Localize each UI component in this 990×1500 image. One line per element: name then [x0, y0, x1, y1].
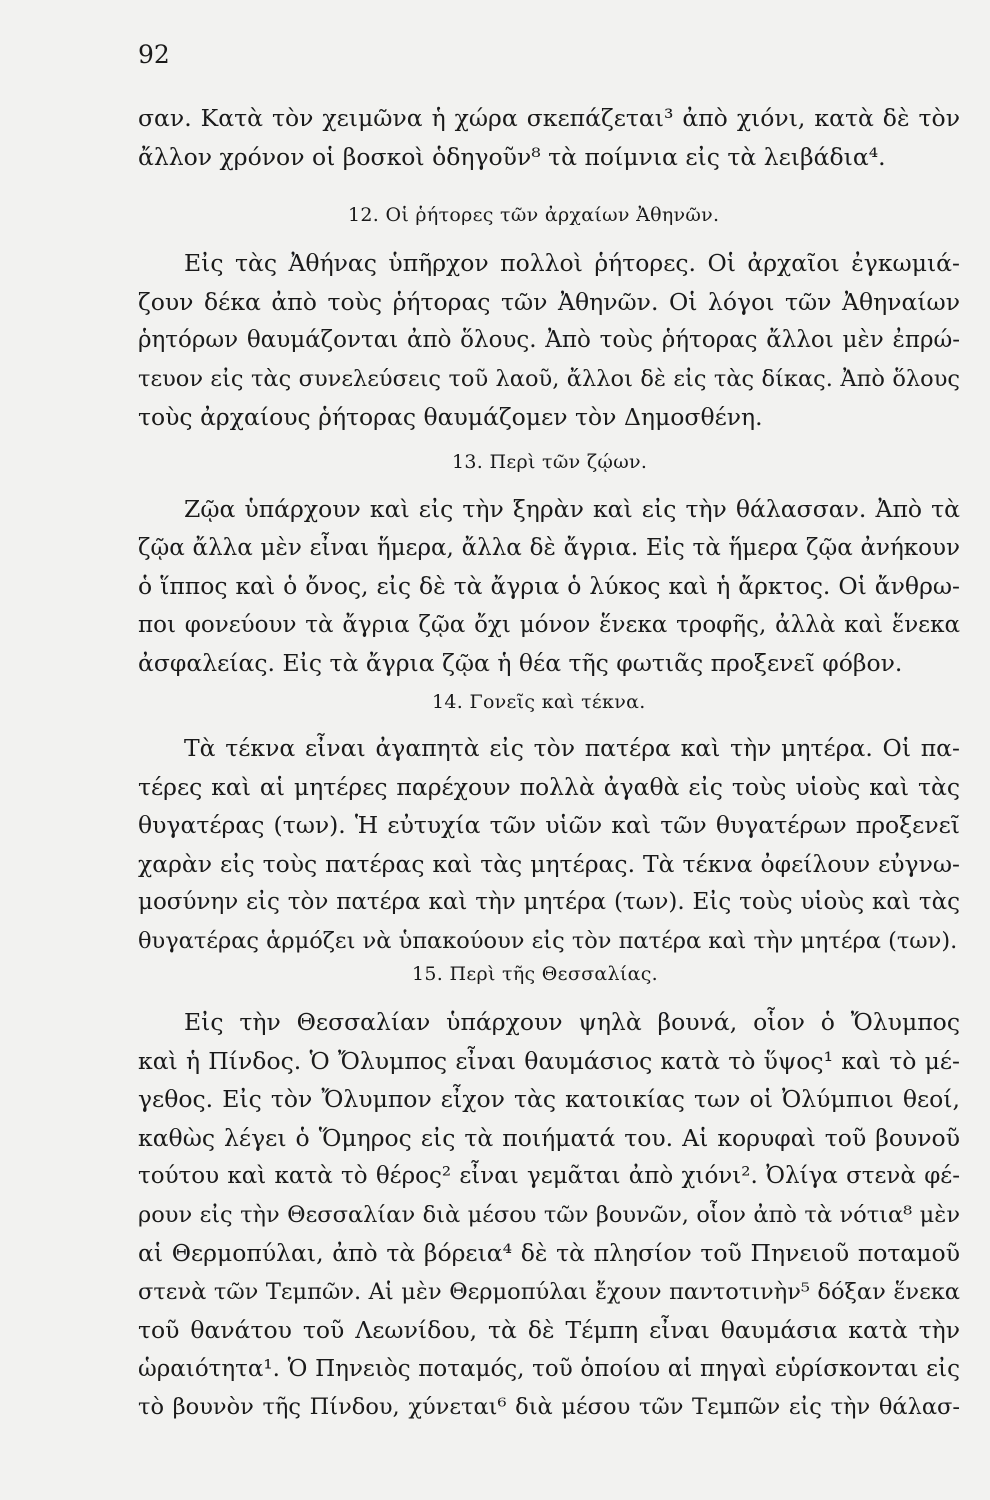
- section-15-heading: 15. Περὶ τῆς Θεσσαλίας.: [412, 963, 658, 985]
- text-line: θυγατέρας ἁρμόζει νὰ ὑπακούουν εἰς τὸν πατέρα καὶ τὴν μητέρα (των).: [138, 927, 958, 954]
- text-line: καὶ ἡ Πίνδος. Ὁ Ὄλυμπος εἶναι θαυμάσιος κατὰ τὸ ὕψος¹ καὶ τὸ μέ-: [138, 1046, 960, 1075]
- text-line: τοῦ θανάτου τοῦ Λεωνίδου, τὰ δὲ Τέμπη εἶναι θαυμάσια κατὰ τὴν: [138, 1316, 960, 1344]
- text-line: ποι φονεύουν τὰ ἄγρια ζῷα ὄχι μόνον ἕνεκα τροφῆς, ἀλλὰ καὶ ἕνεκα: [138, 611, 960, 638]
- text-line: θυγατέρας (των). Ἡ εὐτυχία τῶν υἱῶν καὶ τῶν θυγατέρων προξενεῖ: [138, 811, 960, 839]
- text-line: ζῷα ἄλλα μὲν εἶναι ἥμερα, ἄλλα δὲ ἄγρια. Εἰς τὰ ἥμερα ζῷα ἀνήκουν: [138, 534, 960, 561]
- text-line: μοσύνην εἰς τὸν πατέρα καὶ τὴν μητέρα (των). Εἰς τοὺς υἱοὺς καὶ τὰς: [138, 889, 960, 915]
- text-line: τέρες καὶ αἱ μητέρες παρέχουν πολλὰ ἀγαθὰ εἰς τοὺς υἱοὺς καὶ τὰς: [138, 772, 960, 801]
- text-line: Εἰς τὰς Ἀθήνας ὑπῆρχον πολλοὶ ῥήτορες. Οἱ ἀρχαῖοι ἐγκωμιά-: [184, 249, 960, 277]
- text-line: ῥητόρων θαυμάζονται ἀπὸ ὅλους. Ἀπὸ τοὺς ῥήτορας ἄλλοι μὲν ἐπρώ-: [138, 327, 960, 353]
- text-line: τευον εἰς τὰς συνελεύσεις τοῦ λαοῦ, ἄλλοι δὲ εἰς τὰς δίκας. Ἀπὸ ὅλους: [138, 365, 960, 392]
- section-14-heading: 14. Γονεῖς καὶ τέκνα.: [432, 691, 646, 713]
- text-line: τοὺς ἀρχαίους ῥήτορας θαυμάζομεν τὸν Δημοσθένη.: [138, 403, 763, 431]
- section-14-paragraph: [138, 729, 960, 960]
- page-number: 92: [138, 40, 170, 69]
- intro-paragraph: [138, 99, 960, 176]
- text-line: ρουν εἰς τὴν Θεσσαλίαν διὰ μέσου τῶν βουνῶν, οἷον ἀπὸ τὰ νότια⁸ μὲν: [138, 1201, 960, 1228]
- text-line: τούτου καὶ κατὰ τὸ θέρος² εἶναι γεμᾶται ἀπὸ χιόνι². Ὀλίγα στενὰ φέ-: [138, 1163, 960, 1189]
- text-line: σαν. Κατὰ τὸν χειμῶνα ἡ χώρα σκεπάζεται³ ἀπὸ χιόνι, κατὰ δὲ τὸν: [138, 104, 960, 132]
- text-line: Εἰς τὴν Θεσσαλίαν ὑπάρχουν ψηλὰ βουνά, οἷον ὁ Ὄλυμπος: [184, 1008, 960, 1036]
- text-line: Τὰ τέκνα εἶναι ἀγαπητὰ εἰς τὸν πατέρα καὶ τὴν μητέρα. Οἱ πα-: [184, 734, 960, 762]
- text-line: ἀσφαλείας. Εἰς τὰ ἄγρια ζῷα ἡ θέα τῆς φωτιᾶς προξενεῖ φόβον.: [138, 649, 903, 677]
- text-line: ὁ ἵππος καὶ ὁ ὄνος, εἰς δὲ τὰ ἄγρια ὁ λύκος καὶ ἡ ἄρκτος. Οἱ ἄνθρω-: [138, 572, 960, 600]
- text-line: Ζῷα ὑπάρχουν καὶ εἰς τὴν ξηρὰν καὶ εἰς τὴν θάλασσαν. Ἀπὸ τὰ: [184, 495, 960, 523]
- text-line: ἄλλον χρόνον οἱ βοσκοὶ ὁδηγοῦν⁸ τὰ ποίμνια εἰς τὰ λειβάδια⁴.: [138, 142, 886, 171]
- text-line: χαρὰν εἰς τοὺς πατέρας καὶ τὰς μητέρας. Τὰ τέκνα ὀφείλουν εὐγνω-: [138, 849, 960, 878]
- section-15-paragraph: [138, 1003, 960, 1427]
- section-12-paragraph: [138, 244, 960, 437]
- section-13-paragraph: [138, 490, 960, 683]
- text-line: καθὼς λέγει ὁ Ὅμηρος εἰς τὰ ποιήματά του. Αἱ κορυφαὶ τοῦ βουνοῦ: [138, 1123, 960, 1152]
- text-line: ζουν δέκα ἀπὸ τοὺς ῥήτορας τῶν Ἀθηνῶν. Οἱ λόγοι τῶν Ἀθηναίων: [138, 287, 960, 316]
- text-line: αἱ Θερμοπύλαι, ἀπὸ τὰ βόρεια⁴ δὲ τὰ πλησίον τοῦ Πηνειοῦ ποταμοῦ: [138, 1239, 960, 1267]
- text-line: γεθος. Εἰς τὸν Ὄλυμπον εἶχον τὰς κατοικίας των οἱ Ὀλύμπιοι θεοί,: [138, 1085, 960, 1113]
- section-13-heading: 13. Περὶ τῶν ζῴων.: [452, 451, 648, 473]
- section-12-heading: 12. Οἱ ῥήτορες τῶν ἀρχαίων Ἀθηνῶν.: [348, 204, 720, 226]
- text-line: τὸ βουνὸν τῆς Πίνδου, χύνεται⁶ διὰ μέσου τῶν Τεμπῶν εἰς τὴν θάλασ-: [138, 1394, 960, 1420]
- text-line: ὡραιότητα¹. Ὁ Πηνειὸς ποταμός, τοῦ ὁποίου αἱ πηγαὶ εὑρίσκονται εἰς: [138, 1355, 960, 1382]
- text-line: στενὰ τῶν Τεμπῶν. Αἱ μὲν Θερμοπύλαι ἔχουν παντοτινὴν⁵ δόξαν ἕνεκα: [138, 1278, 960, 1305]
